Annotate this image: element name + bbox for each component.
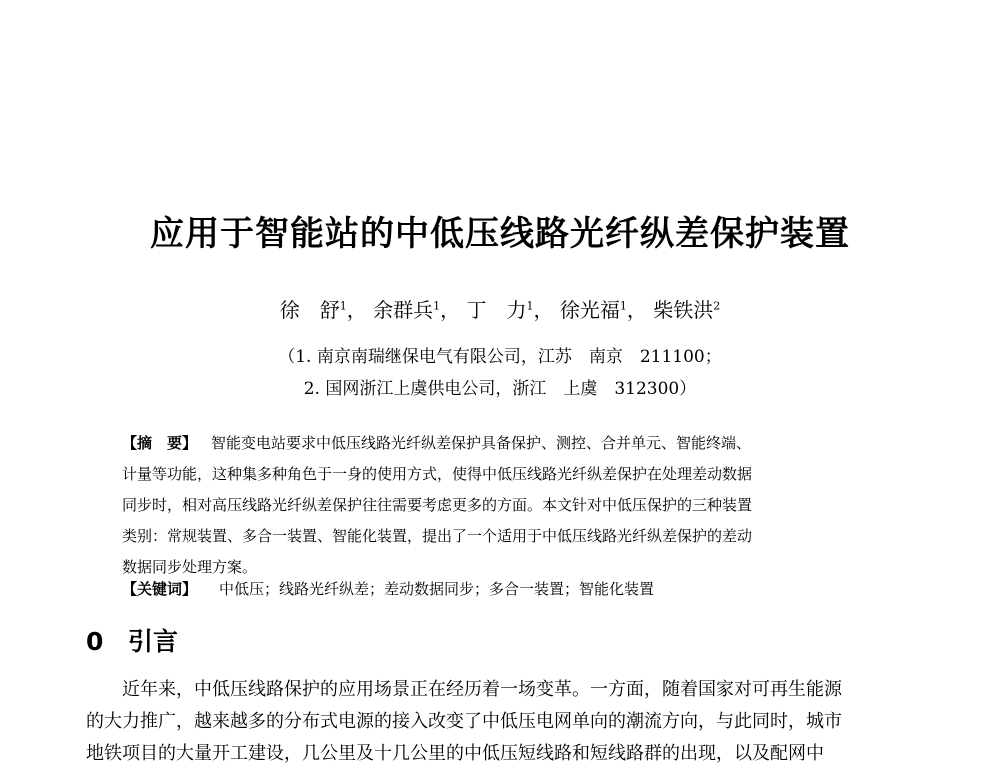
- section-heading: [86, 624, 178, 660]
- body-line: 地铁项目的大量开工建设，几公里及十几公里的中低压短线路和短线路群的出现，以及配网中: [86, 743, 824, 764]
- keywords-label: 【关键词】: [122, 580, 198, 598]
- author-affiliation-mark: 1: [339, 299, 347, 313]
- body-line: 近年来，中低压线路保护的应用场景正在经历着一场变革。一方面，随着国家对可再生能源: [122, 679, 842, 700]
- author: 丁 力$^1$，: [466, 298, 554, 322]
- author: 徐 舒$^1$，: [279, 298, 367, 322]
- abstract: [122, 428, 872, 583]
- body-line: 的大力推广，越来越多的分布式电源的接入改变了中低压电网单向的潮流方向，与此同时，城市: [86, 711, 842, 732]
- section-number: 0: [86, 627, 104, 656]
- author-list: [0, 296, 1000, 324]
- body-paragraph: [86, 674, 916, 770]
- affiliation-line: 2. 国网浙江上虞供电公司，浙江 上虞 312300）: [303, 379, 697, 399]
- keywords: [122, 574, 872, 605]
- section-title: 引言: [128, 627, 179, 656]
- paper-title: 应用于智能站的中低压线路光纤纵差保护装置: [150, 214, 850, 254]
- abstract-line: 【摘 要】 智能变电站要求中低压线路光纤纵差保护具备保护、测控、合并单元、智能终端、: [122, 434, 752, 452]
- abstract-line: 计量等功能，这种集多种角色于一身的使用方式，使得中低压线路光纤纵差保护在处理差动数据: [122, 465, 753, 483]
- affiliation-line: （1. 南京南瑞继保电气有限公司，江苏 南京 211100；: [278, 347, 722, 367]
- author-affiliation-mark: 1: [526, 299, 534, 313]
- author: 余群兵$^1$，: [373, 298, 461, 322]
- keywords-text: 中低压；线路光纤纵差；差动数据同步；多合一装置；智能化装置: [219, 580, 655, 598]
- abstract-line: 类别：常规装置、多合一装置、智能化装置，提出了一个适用于中低压线路光纤纵差保护的差动: [122, 527, 753, 545]
- author: 徐光福$^1$，: [559, 298, 647, 322]
- abstract-line: 同步时，相对高压线路光纤纵差保护往往需要考虑更多的方面。本文针对中低压保护的三种装置: [122, 496, 753, 514]
- author-affiliation-mark: 1: [433, 299, 441, 313]
- author: 柴铁洪$^2$: [653, 298, 721, 322]
- abstract-line: 数据同步处理方案。: [122, 558, 258, 576]
- abstract-label: 【摘 要】: [122, 434, 198, 452]
- author-affiliation-mark: 1: [619, 299, 627, 313]
- author-affiliation-mark: 2: [713, 299, 721, 313]
